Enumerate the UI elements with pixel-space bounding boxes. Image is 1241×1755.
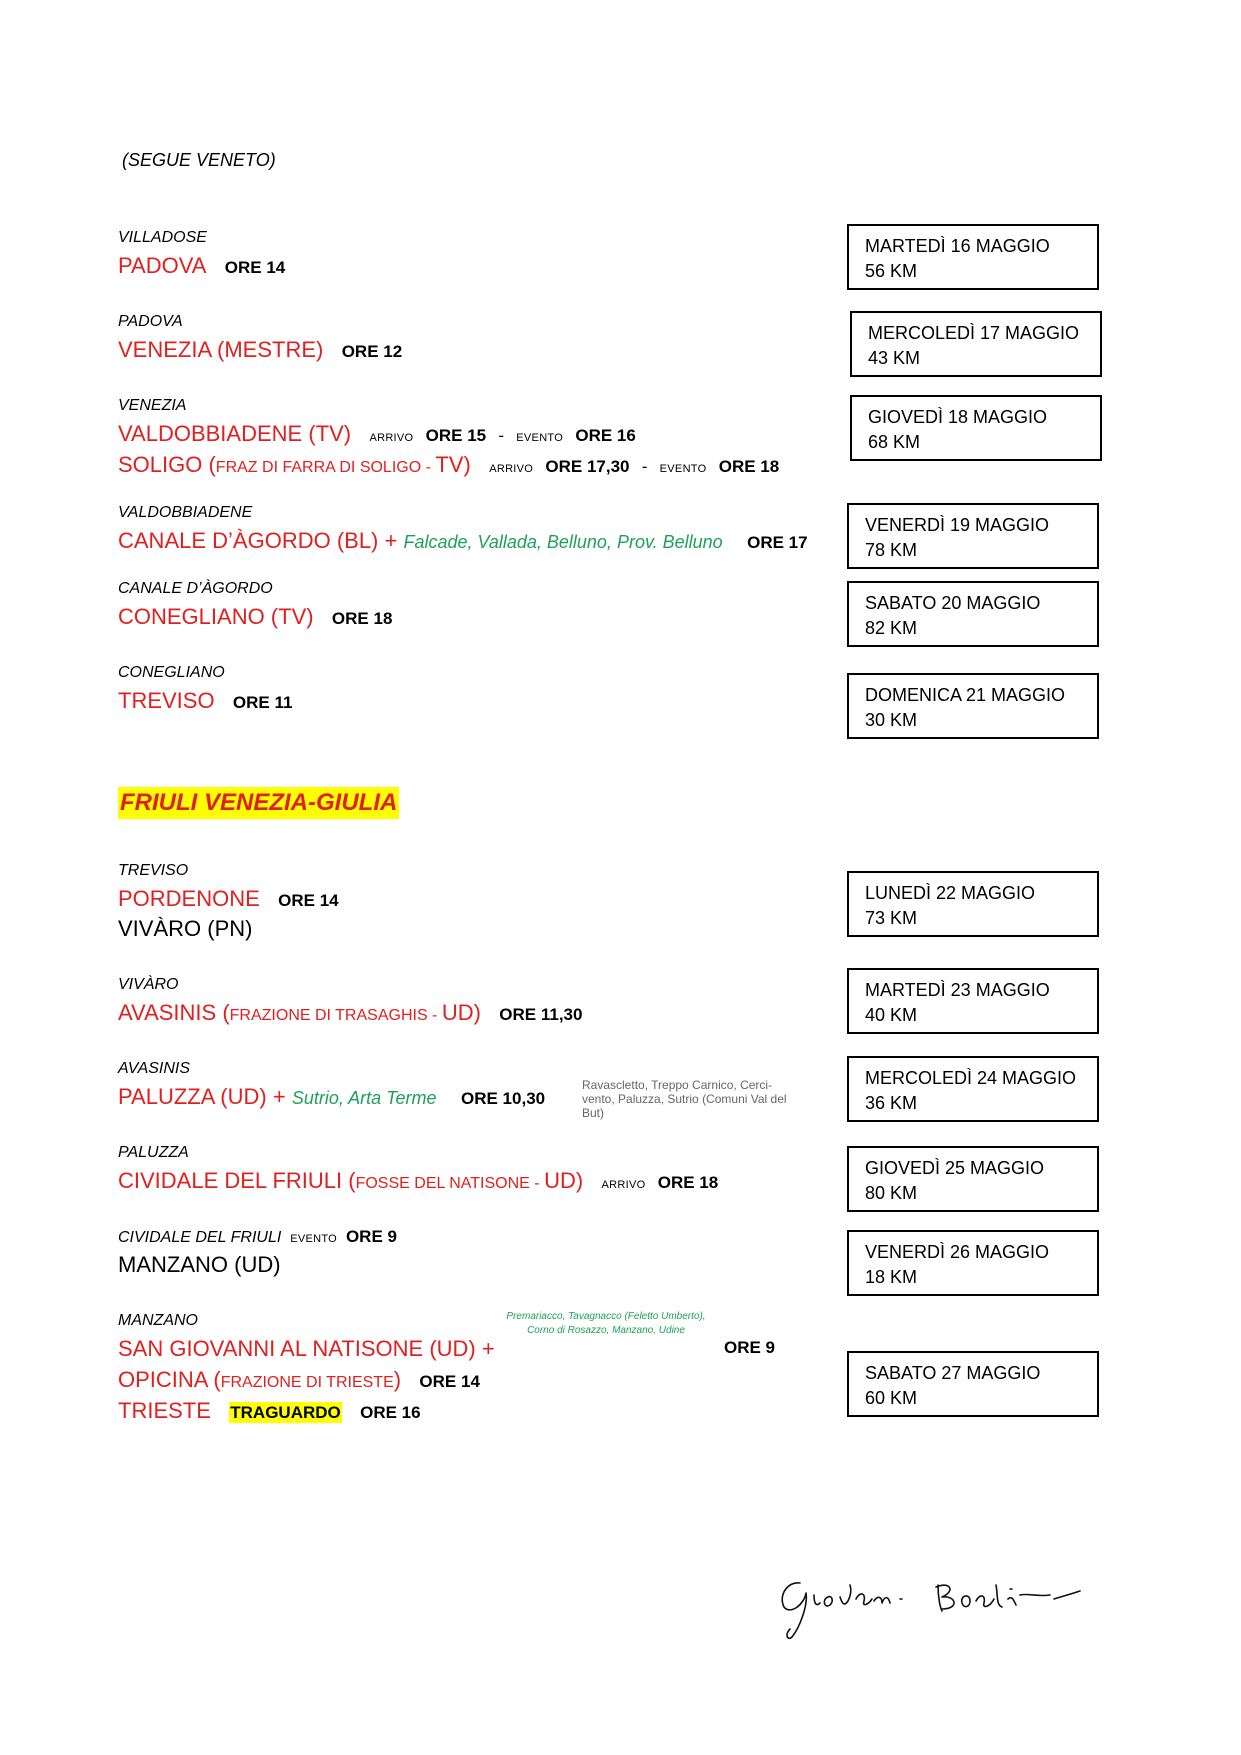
destination-city: SAN GIOVANNI AL NATISONE (UD) + [118,1336,495,1361]
destination-province: ) [393,1367,402,1392]
stage-destination-line [118,1396,421,1428]
date-km: 80 KM [865,1183,918,1203]
date-box [847,503,1099,569]
stage-time: ORE 17 [747,533,808,552]
event-label: EVENTO [290,1233,338,1245]
towns-note: Premariacco, Tavagnacco (Feletto Umberto), Corno di Rosazzo, Manzano, Udine [506,1311,706,1336]
date-day: GIOVEDÌ 25 MAGGIO [865,1158,1045,1178]
date-day: VENERDÌ 19 MAGGIO [865,515,1050,535]
date-km: 82 KM [865,618,918,638]
stage-destination-line [118,686,292,718]
date-km: 40 KM [865,1005,918,1025]
date-km: 18 KM [865,1267,918,1287]
date-km: 73 KM [865,908,918,928]
destination-city: CANALE D’ÀGORDO (BL) + [118,528,398,553]
event-label: EVENTO [516,432,564,444]
stage-origin: CIVIDALE DEL FRIULI [118,1229,282,1246]
date-day: LUNEDÌ 22 MAGGIO [865,883,1036,903]
date-day: DOMENICA 21 MAGGIO [865,685,1066,705]
stage-origin: VALDOBBIADENE [118,504,253,521]
date-box [850,311,1102,377]
event-time: ORE 18 [718,457,780,476]
date-box [847,1230,1099,1296]
extra-towns: Falcade, Vallada, Belluno, Prov. Belluno [403,532,723,552]
destination-city: PADOVA [118,253,207,278]
date-day: SABATO 20 MAGGIO [865,593,1041,613]
comuni-note: Ravascletto, Treppo Carnico, Cerci-vento, Paluzza, Sutrio (Comuni Val del But) [582,1078,787,1120]
stage-origin: MANZANO [118,1312,198,1329]
arrival-label: ARRIVO [489,463,534,475]
date-box [847,871,1099,937]
date-box [847,673,1099,739]
destination-province: TV) [435,452,471,477]
stage-origin: AVASINIS [118,1060,191,1077]
date-km: 43 KM [868,348,921,368]
event-label: EVENTO [659,463,707,475]
arrival-label: ARRIVO [369,432,414,444]
stage-secondary-destination: VIVÀRO (PN) [118,916,253,941]
destination-subtitle: FRAZ DI FARRA DI SOLIGO - [215,459,436,476]
date-day: MARTEDÌ 16 MAGGIO [865,236,1050,256]
stage-origin: PADOVA [118,313,183,330]
stage-time: ORE 9 [724,1338,776,1357]
date-km: 30 KM [865,710,918,730]
destination-city: VALDOBBIADENE (TV) [118,421,352,446]
stage-destination-line [118,1082,545,1114]
date-box [850,395,1102,461]
date-km: 60 KM [865,1388,918,1408]
finish-badge: TRAGUARDO [230,1403,341,1422]
date-day: GIOVEDÌ 18 MAGGIO [868,407,1048,427]
destination-city: AVASINIS ( [118,1000,230,1025]
handwritten-signature [770,1555,1100,1645]
stage-origin-line [118,1227,397,1249]
separator: - [498,426,505,445]
date-km: 78 KM [865,540,918,560]
destination-city: TREVISO [118,688,215,713]
stage-origin: VENEZIA [118,397,187,414]
date-box [847,581,1099,647]
arrival-time: ORE 15 [425,426,487,445]
region-title: FRIULI VENEZIA-GIULIA [118,787,399,819]
destination-city: OPICINA ( [118,1367,221,1392]
date-km: 36 KM [865,1093,918,1113]
date-box [847,224,1099,290]
event-time: ORE 16 [575,426,636,445]
stage-time: ORE 14 [419,1372,480,1391]
destination-city: PALUZZA (UD) + [118,1084,286,1109]
stage-destination-line [118,1334,495,1364]
destination-province: UD) [544,1168,584,1193]
date-day: MARTEDÌ 23 MAGGIO [865,980,1050,1000]
stage-time: ORE 14 [224,258,286,277]
stage-time: ORE 10,30 [461,1089,546,1108]
date-day: VENERDÌ 26 MAGGIO [865,1242,1050,1262]
separator: - [641,457,648,476]
date-day: SABATO 27 MAGGIO [865,1363,1041,1383]
stage-destination-line [118,526,808,558]
stage-origin: VILLADOSE [118,229,207,246]
date-box [847,1056,1099,1122]
arrival-time: ORE 18 [657,1173,719,1192]
destination-city: SOLIGO ( [118,452,216,477]
stage-destination-line [118,1166,718,1200]
stage-origin: CONEGLIANO [118,664,225,681]
stage-time: ORE 14 [278,891,339,910]
arrival-time: ORE 17,30 [545,457,630,476]
stage-origin: TREVISO [118,862,189,879]
destination-city: TRIESTE [118,1398,211,1423]
destination-city: VENEZIA (MESTRE) [118,337,324,362]
stage-time: ORE 16 [360,1403,421,1422]
date-box [847,968,1099,1034]
stage-destination-line [118,419,636,453]
stage-destination-line [118,998,582,1031]
destination-city: PORDENONE [118,886,260,911]
stage-origin: PALUZZA [118,1144,189,1161]
stage-destination-line: MANZANO (UD) [118,1252,281,1277]
arrival-label: ARRIVO [601,1179,646,1191]
destination-subtitle: FRAZIONE DI TRIESTE [220,1374,394,1391]
date-day: MERCOLEDÌ 17 MAGGIO [868,323,1080,343]
destination-city: CONEGLIANO (TV) [118,604,314,629]
event-time: ORE 9 [345,1227,397,1246]
date-day: MERCOLEDÌ 24 MAGGIO [865,1068,1077,1088]
destination-province: UD) [441,1000,481,1025]
stage-destination-line [118,1365,480,1398]
date-box [847,1146,1099,1212]
stage-destination-line [118,450,779,484]
extra-towns: Sutrio, Arta Terme [291,1088,437,1108]
stage-destination-line [118,335,402,367]
stage-origin: CANALE D’ÀGORDO [118,580,273,597]
stage-destination-line [118,251,285,283]
destination-subtitle: FOSSE DEL NATISONE - [355,1175,545,1192]
date-box [847,1351,1099,1417]
destination-subtitle: FRAZIONE DI TRASAGHIS - [229,1007,442,1024]
continued-note: (SEGUE VENETO) [122,150,276,170]
stage-time: ORE 12 [341,342,403,361]
stage-destination-line [118,602,392,634]
date-km: 68 KM [868,432,921,452]
stage-origin: VIVÀRO [118,976,179,993]
stage-time: ORE 11,30 [499,1005,583,1024]
destination-city: CIVIDALE DEL FRIULI ( [118,1168,356,1193]
stage-time: ORE 18 [331,609,393,628]
stage-destination-line [118,884,339,916]
stage-time: ORE 11 [232,693,293,712]
date-km: 56 KM [865,261,918,281]
